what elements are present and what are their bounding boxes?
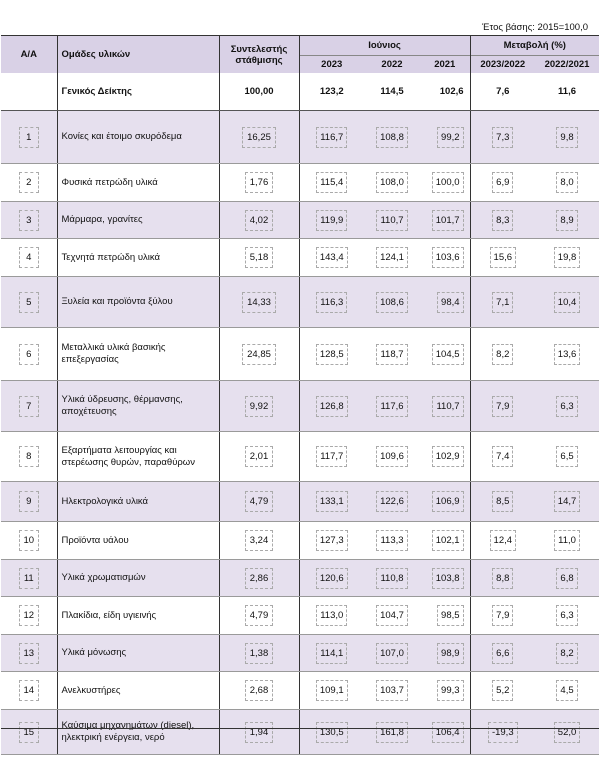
- general-index-label: Γενικός Δείκτης: [57, 73, 219, 111]
- row-weight: 2,68: [245, 680, 274, 701]
- row-2021: 103,8: [432, 568, 464, 589]
- row-weight-cell: [219, 432, 299, 482]
- row-change-2023-2022: 15,6: [490, 247, 517, 268]
- row-aa-cell: [1, 239, 57, 277]
- row-change-2022-2021-cell: [535, 239, 599, 277]
- row-aa-cell: [1, 432, 57, 482]
- row-weight-cell: [219, 482, 299, 522]
- row-change-2023-2022-cell: [470, 164, 535, 202]
- row-2022: 110,7: [376, 210, 407, 231]
- row-2022: 161,8: [376, 722, 408, 743]
- row-weight-cell: [219, 560, 299, 597]
- row-2021-cell: [420, 560, 470, 597]
- row-change-2023-2022-cell: [470, 111, 535, 164]
- row-group-name: Μεταλλικά υλικά βασικής επεξεργασίας: [61, 342, 166, 365]
- row-change-2022-2021-cell: [535, 597, 599, 635]
- row-change-2022-2021-cell: [535, 202, 599, 239]
- row-change-2023-2022: 12,4: [490, 530, 517, 551]
- row-weight: 5,18: [245, 247, 274, 268]
- row-group-name: Τεχνητά πετρώδη υλικά: [61, 251, 161, 263]
- row-2023-cell: [299, 560, 364, 597]
- row-change-2023-2022-cell: [470, 432, 535, 482]
- row-weight: 3,24: [245, 530, 274, 551]
- header-change: Μεταβολή (%): [470, 36, 599, 56]
- row-2021: 98,9: [437, 643, 464, 664]
- row-group-name-cell: [57, 482, 219, 522]
- row-2021-cell: [420, 672, 470, 710]
- table-row: [1, 164, 599, 202]
- general-change-2023-2022: 7,6: [470, 73, 535, 111]
- row-2022: 108,6: [376, 292, 408, 313]
- row-group-name: Ανελκυστήρες: [61, 684, 121, 696]
- row-weight-cell: [219, 381, 299, 432]
- row-aa: 11: [19, 568, 39, 589]
- row-2023-cell: [299, 522, 364, 560]
- row-change-2022-2021: 14,7: [554, 491, 581, 512]
- row-change-2022-2021-cell: [535, 381, 599, 432]
- row-weight-cell: [219, 202, 299, 239]
- row-change-2022-2021: 52,0: [554, 722, 581, 743]
- row-weight: 1,38: [245, 643, 274, 664]
- row-2021: 99,2: [437, 127, 464, 148]
- header-aa: Α/Α: [1, 36, 57, 74]
- row-aa: 3: [19, 210, 39, 231]
- table-row: [1, 328, 599, 381]
- row-2021: 99,3: [437, 680, 464, 701]
- row-2023: 117,7: [316, 446, 347, 467]
- row-weight: 4,79: [245, 491, 274, 512]
- row-weight-cell: [219, 672, 299, 710]
- row-aa: 2: [19, 172, 39, 193]
- row-group-name: Μάρμαρα, γρανίτες: [61, 214, 143, 225]
- row-2022-cell: [364, 635, 420, 672]
- row-aa: 10: [19, 530, 39, 551]
- row-2023-cell: [299, 482, 364, 522]
- row-change-2022-2021-cell: [535, 277, 599, 328]
- table-row: [1, 710, 599, 755]
- row-weight-cell: [219, 239, 299, 277]
- row-change-2022-2021-cell: [535, 164, 599, 202]
- header-weight: Συντελεστής στάθμισης: [219, 36, 299, 74]
- row-2023: 126,8: [316, 396, 348, 417]
- row-weight-cell: [219, 164, 299, 202]
- header-2021: 2021: [420, 56, 470, 74]
- row-aa: 6: [19, 344, 39, 365]
- row-change-2023-2022: -19,3: [488, 722, 518, 743]
- row-change-2023-2022-cell: [470, 522, 535, 560]
- row-aa-cell: [1, 522, 57, 560]
- row-group-name-cell: [57, 328, 219, 381]
- row-weight-cell: [219, 635, 299, 672]
- general-2023: 123,2: [299, 73, 364, 111]
- row-change-2023-2022-cell: [470, 277, 535, 328]
- row-2021-cell: [420, 597, 470, 635]
- table-row: [1, 635, 599, 672]
- table-row: [1, 522, 599, 560]
- row-2023: 109,1: [316, 680, 348, 701]
- row-2023-cell: [299, 111, 364, 164]
- row-aa-cell: [1, 710, 57, 755]
- row-2021-cell: [420, 328, 470, 381]
- row-change-2023-2022: 7,3: [492, 127, 513, 148]
- row-change-2022-2021: 9,8: [556, 127, 577, 148]
- row-2022: 103,7: [376, 680, 408, 701]
- row-2023-cell: [299, 432, 364, 482]
- row-change-2022-2021-cell: [535, 710, 599, 755]
- row-aa-cell: [1, 381, 57, 432]
- table-row: [1, 432, 599, 482]
- row-change-2022-2021-cell: [535, 560, 599, 597]
- row-2022: 108,8: [376, 127, 408, 148]
- header-groups: Ομάδες υλικών: [57, 36, 219, 74]
- header-2023: 2023: [299, 56, 364, 74]
- row-2022: 109,6: [376, 446, 408, 467]
- table-row: [1, 239, 599, 277]
- row-change-2023-2022: 7,4: [492, 446, 513, 467]
- row-change-2022-2021: 6,8: [556, 568, 577, 589]
- row-change-2022-2021-cell: [535, 672, 599, 710]
- row-change-2023-2022: 7,9: [492, 605, 513, 626]
- row-2023-cell: [299, 202, 364, 239]
- row-2022-cell: [364, 560, 420, 597]
- row-2023: 115,4: [316, 172, 347, 193]
- row-change-2022-2021: 13,6: [554, 344, 581, 365]
- row-change-2022-2021: 8,2: [556, 643, 577, 664]
- row-2023: 116,7: [316, 127, 347, 148]
- header-2022: 2022: [364, 56, 420, 74]
- row-group-name-cell: [57, 597, 219, 635]
- row-2021-cell: [420, 522, 470, 560]
- row-2022: 117,6: [376, 396, 407, 417]
- row-2022-cell: [364, 328, 420, 381]
- row-2023: 120,6: [316, 568, 348, 589]
- row-group-name: Πλακίδια, είδη υγιεινής: [61, 609, 157, 621]
- row-change-2022-2021: 8,0: [556, 172, 577, 193]
- row-group-name: Υλικά ύδρευσης, θέρμανσης, αποχέτευσης: [61, 394, 183, 417]
- row-2021: 98,5: [437, 605, 464, 626]
- row-change-2022-2021: 10,4: [554, 292, 581, 313]
- row-aa: 14: [19, 680, 39, 701]
- table-row: [1, 482, 599, 522]
- row-2022-cell: [364, 672, 420, 710]
- row-group-name-cell: [57, 672, 219, 710]
- table-row: [1, 672, 599, 710]
- row-change-2023-2022-cell: [470, 560, 535, 597]
- base-year-note: Έτος βάσης: 2015=100,0: [482, 22, 588, 33]
- row-weight: 14,33: [242, 292, 276, 313]
- row-2022: 122,6: [376, 491, 408, 512]
- row-change-2023-2022-cell: [470, 239, 535, 277]
- row-2022-cell: [364, 710, 420, 755]
- row-2023-cell: [299, 277, 364, 328]
- general-index-row: [1, 73, 599, 111]
- row-group-name-cell: [57, 277, 219, 328]
- row-weight: 1,76: [245, 172, 274, 193]
- row-weight: 4,02: [245, 210, 274, 231]
- row-group-name-cell: [57, 164, 219, 202]
- row-change-2022-2021-cell: [535, 635, 599, 672]
- row-2023: 143,4: [316, 247, 348, 268]
- row-aa: 12: [19, 605, 39, 626]
- row-weight: 1,94: [245, 722, 274, 743]
- row-aa-cell: [1, 111, 57, 164]
- row-aa: 8: [19, 446, 39, 467]
- row-aa-cell: [1, 164, 57, 202]
- row-2021: 103,6: [432, 247, 464, 268]
- header-change-2023-2022: 2023/2022: [470, 56, 535, 74]
- row-change-2022-2021-cell: [535, 522, 599, 560]
- row-change-2023-2022-cell: [470, 381, 535, 432]
- row-2021-cell: [420, 635, 470, 672]
- row-change-2023-2022-cell: [470, 710, 535, 755]
- row-2023-cell: [299, 164, 364, 202]
- row-2021-cell: [420, 432, 470, 482]
- row-weight: 9,92: [245, 396, 274, 417]
- row-2022-cell: [364, 202, 420, 239]
- row-weight-cell: [219, 328, 299, 381]
- row-group-name-cell: [57, 239, 219, 277]
- general-2021: 102,6: [420, 73, 470, 111]
- row-group-name-cell: [57, 202, 219, 239]
- row-aa-cell: [1, 277, 57, 328]
- row-2023: 127,3: [316, 530, 348, 551]
- row-weight-cell: [219, 710, 299, 755]
- row-2022-cell: [364, 522, 420, 560]
- row-2022: 124,1: [376, 247, 408, 268]
- row-aa-cell: [1, 328, 57, 381]
- row-2022: 104,7: [376, 605, 408, 626]
- row-2022: 113,3: [376, 530, 407, 551]
- row-2022-cell: [364, 381, 420, 432]
- row-2023: 119,9: [316, 210, 347, 231]
- row-aa: 15: [19, 722, 39, 743]
- row-change-2023-2022-cell: [470, 328, 535, 381]
- row-2022-cell: [364, 432, 420, 482]
- row-2023-cell: [299, 597, 364, 635]
- row-2023: 113,0: [316, 605, 347, 626]
- row-2023: 128,5: [316, 344, 348, 365]
- row-group-name: Υλικά χρωματισμών: [61, 572, 146, 583]
- row-2022-cell: [364, 277, 420, 328]
- row-group-name: Ηλεκτρολογικά υλικά: [61, 495, 149, 507]
- table-row: [1, 597, 599, 635]
- row-change-2023-2022-cell: [470, 202, 535, 239]
- row-group-name-cell: [57, 522, 219, 560]
- row-2021: 110,7: [432, 396, 463, 417]
- row-change-2022-2021-cell: [535, 111, 599, 164]
- row-2023-cell: [299, 328, 364, 381]
- table-row: [1, 277, 599, 328]
- row-2022-cell: [364, 597, 420, 635]
- row-2021-cell: [420, 111, 470, 164]
- row-aa-cell: [1, 560, 57, 597]
- header-change-2022-2021: 2022/2021: [535, 56, 599, 74]
- row-2021: 104,5: [432, 344, 464, 365]
- row-group-name: Εξαρτήματα λειτουργίας και στερέωσης θυρών, παραθύρων: [61, 444, 195, 468]
- row-2023: 133,1: [316, 491, 348, 512]
- row-group-name: Υλικά μόνωσης: [61, 647, 127, 658]
- row-2022: 107,0: [376, 643, 408, 664]
- row-change-2023-2022-cell: [470, 482, 535, 522]
- row-2022-cell: [364, 239, 420, 277]
- row-weight-cell: [219, 277, 299, 328]
- header-june: Ιούνιος: [299, 36, 470, 56]
- row-aa: 13: [19, 643, 39, 664]
- row-weight: 24,85: [242, 344, 276, 365]
- row-aa-cell: [1, 672, 57, 710]
- row-aa-cell: [1, 635, 57, 672]
- row-aa: 9: [19, 491, 39, 512]
- row-2022: 118,7: [376, 344, 407, 365]
- row-2023: 130,5: [316, 722, 348, 743]
- row-group-name: Καύσιμα μηχανημάτων (diesel), ηλεκτρική ενέργεια, νερό: [61, 720, 195, 743]
- row-change-2023-2022-cell: [470, 635, 535, 672]
- row-group-name-cell: [57, 111, 219, 164]
- row-2021: 98,4: [437, 292, 464, 313]
- row-2022-cell: [364, 111, 420, 164]
- row-aa: 5: [19, 292, 39, 313]
- row-weight-cell: [219, 597, 299, 635]
- row-group-name-cell: [57, 710, 219, 755]
- row-2023: 116,3: [316, 292, 347, 313]
- row-aa-cell: [1, 202, 57, 239]
- row-2021: 102,9: [432, 446, 464, 467]
- row-change-2022-2021: 11,0: [554, 530, 580, 551]
- row-change-2023-2022: 8,2: [492, 344, 513, 365]
- row-change-2023-2022: 5,2: [492, 680, 513, 701]
- row-aa: 1: [19, 127, 39, 148]
- table-row: [1, 560, 599, 597]
- row-change-2022-2021-cell: [535, 432, 599, 482]
- row-2023-cell: [299, 710, 364, 755]
- table-row: [1, 111, 599, 164]
- row-2023-cell: [299, 239, 364, 277]
- row-2021: 106,9: [432, 491, 464, 512]
- row-change-2023-2022: 8,5: [492, 491, 513, 512]
- row-2023-cell: [299, 635, 364, 672]
- row-group-name-cell: [57, 560, 219, 597]
- row-2022: 108,0: [376, 172, 408, 193]
- row-group-name-cell: [57, 432, 219, 482]
- general-change-2022-2021: 11,6: [535, 73, 599, 111]
- table-row: [1, 202, 599, 239]
- row-weight-cell: [219, 111, 299, 164]
- row-change-2023-2022: 7,1: [492, 292, 513, 313]
- row-change-2022-2021: 6,5: [556, 446, 577, 467]
- row-2021-cell: [420, 381, 470, 432]
- table-bottom-border: [1, 728, 599, 729]
- row-2021-cell: [420, 277, 470, 328]
- row-change-2023-2022: 8,8: [492, 568, 513, 589]
- row-change-2022-2021: 6,3: [556, 605, 577, 626]
- row-change-2022-2021: 6,3: [556, 396, 577, 417]
- row-weight: 16,25: [242, 127, 276, 148]
- row-group-name-cell: [57, 381, 219, 432]
- row-group-name-cell: [57, 635, 219, 672]
- row-change-2022-2021-cell: [535, 482, 599, 522]
- row-2021: 101,7: [432, 210, 464, 231]
- row-2023-cell: [299, 381, 364, 432]
- row-change-2023-2022-cell: [470, 597, 535, 635]
- row-aa-cell: [1, 597, 57, 635]
- row-group-name: Κονίες και έτοιμο σκυρόδεμα: [61, 131, 182, 142]
- row-2022-cell: [364, 482, 420, 522]
- row-group-name: Προϊόντα υάλου: [61, 534, 129, 546]
- row-group-name: Φυσικά πετρώδη υλικά: [61, 176, 158, 188]
- row-aa: 7: [19, 396, 39, 417]
- row-group-name: Ξυλεία και προϊόντα ξύλου: [61, 296, 173, 307]
- row-2021: 102,1: [432, 530, 464, 551]
- row-weight: 2,86: [245, 568, 274, 589]
- row-2022: 110,8: [376, 568, 407, 589]
- row-weight: 4,79: [245, 605, 274, 626]
- general-2022: 114,5: [364, 73, 420, 111]
- row-change-2022-2021: 19,8: [554, 247, 581, 268]
- row-2022-cell: [364, 164, 420, 202]
- row-aa-cell: [1, 482, 57, 522]
- row-change-2023-2022: 7,9: [492, 396, 513, 417]
- row-2023-cell: [299, 672, 364, 710]
- row-aa: 4: [19, 247, 39, 268]
- row-2021: 100,0: [432, 172, 464, 193]
- row-change-2022-2021: 8,9: [556, 210, 577, 231]
- row-change-2023-2022-cell: [470, 672, 535, 710]
- general-weight: 100,00: [219, 73, 299, 111]
- row-2021-cell: [420, 710, 470, 755]
- row-2021-cell: [420, 202, 470, 239]
- row-change-2023-2022: 6,6: [492, 643, 513, 664]
- row-2021-cell: [420, 482, 470, 522]
- row-2023: 114,1: [316, 643, 347, 664]
- row-weight-cell: [219, 522, 299, 560]
- row-2021-cell: [420, 239, 470, 277]
- row-change-2022-2021: 4,5: [556, 680, 577, 701]
- row-2021-cell: [420, 164, 470, 202]
- row-change-2022-2021-cell: [535, 328, 599, 381]
- row-change-2023-2022: 6,9: [492, 172, 513, 193]
- price-index-table: [1, 35, 599, 755]
- row-weight: 2,01: [245, 446, 274, 467]
- table-row: [1, 381, 599, 432]
- row-change-2023-2022: 8,3: [492, 210, 513, 231]
- row-2021: 106,4: [432, 722, 464, 743]
